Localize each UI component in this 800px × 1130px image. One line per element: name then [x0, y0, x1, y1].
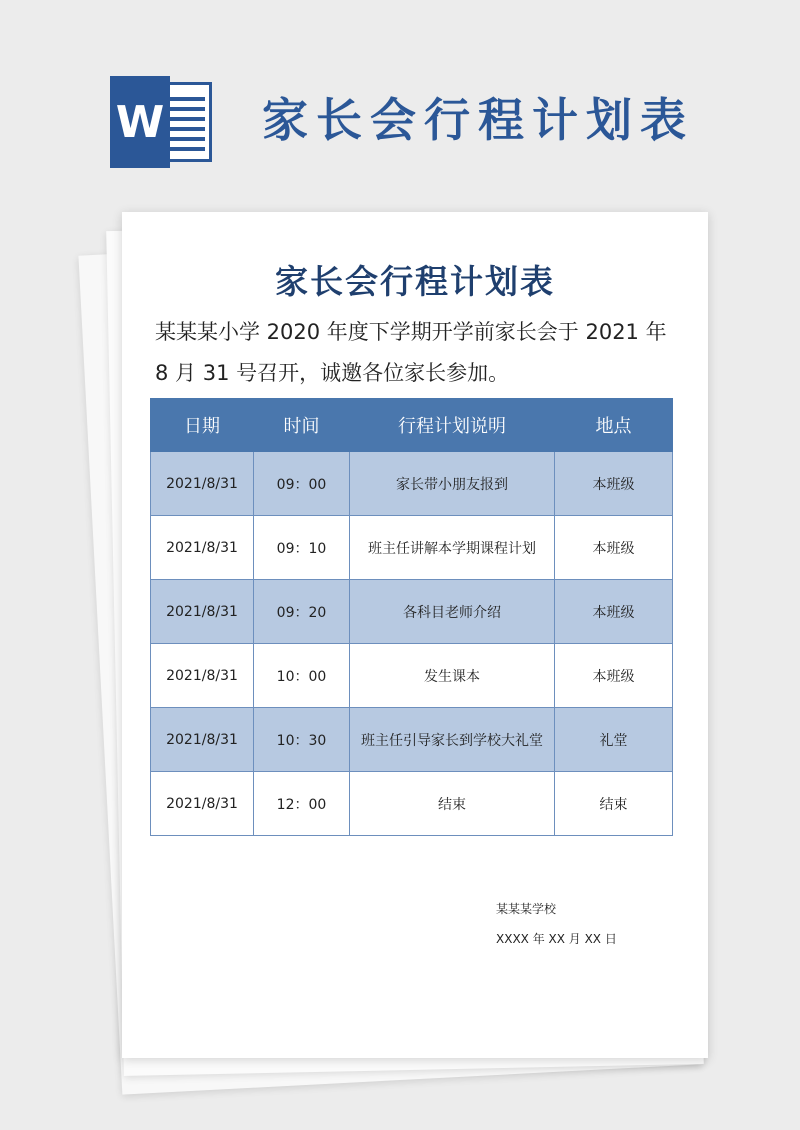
cell-time: 09：20	[254, 580, 350, 644]
cell-description: 班主任引导家长到学校大礼堂	[350, 708, 555, 772]
cell-description: 家长带小朋友报到	[350, 452, 555, 516]
table-row	[151, 772, 673, 836]
signoff-date: XXXX 年 XX 月 XX 日	[496, 932, 617, 946]
cell-place: 本班级	[555, 580, 673, 644]
table-row	[151, 516, 673, 580]
cell-place: 本班级	[555, 452, 673, 516]
cell-description: 发生课本	[350, 644, 555, 708]
word-letter: W	[110, 76, 170, 168]
header-description: 行程计划说明	[350, 399, 555, 452]
header-title: 家长会行程计划表	[262, 93, 694, 147]
schedule-table	[150, 398, 673, 836]
cell-place: 本班级	[555, 644, 673, 708]
intro-paragraph	[155, 312, 685, 394]
table-row	[151, 708, 673, 772]
cell-date: 2021/8/31	[151, 708, 254, 772]
cell-date: 2021/8/31	[151, 644, 254, 708]
cell-place: 礼堂	[555, 708, 673, 772]
cell-description: 结束	[350, 772, 555, 836]
intro-line-1: 某某某小学 2020 年度下学期开学前家长会于 2021 年	[155, 320, 667, 344]
cell-place: 结束	[555, 772, 673, 836]
header-date: 日期	[151, 399, 254, 452]
signoff	[496, 894, 617, 954]
cell-date: 2021/8/31	[151, 580, 254, 644]
table-header-row	[151, 399, 673, 452]
cell-time: 12：00	[254, 772, 350, 836]
table-row	[151, 580, 673, 644]
header-place: 地点	[555, 399, 673, 452]
document-page	[122, 212, 708, 1058]
cell-description: 各科目老师介绍	[350, 580, 555, 644]
cell-time: 10：00	[254, 644, 350, 708]
word-icon	[110, 76, 214, 168]
table-row	[151, 452, 673, 516]
signoff-school: 某某某学校	[496, 902, 557, 916]
header-time: 时间	[254, 399, 350, 452]
cell-time: 10：30	[254, 708, 350, 772]
cell-date: 2021/8/31	[151, 516, 254, 580]
document-title: 家长会行程计划表	[275, 262, 555, 301]
cell-place: 本班级	[555, 516, 673, 580]
cell-time: 09：10	[254, 516, 350, 580]
cell-date: 2021/8/31	[151, 452, 254, 516]
cell-time: 09：00	[254, 452, 350, 516]
table-row	[151, 644, 673, 708]
intro-line-2: 8 月 31 号召开，诚邀各位家长参加。	[155, 361, 510, 385]
cell-description: 班主任讲解本学期课程计划	[350, 516, 555, 580]
cell-date: 2021/8/31	[151, 772, 254, 836]
header-banner	[0, 0, 800, 200]
